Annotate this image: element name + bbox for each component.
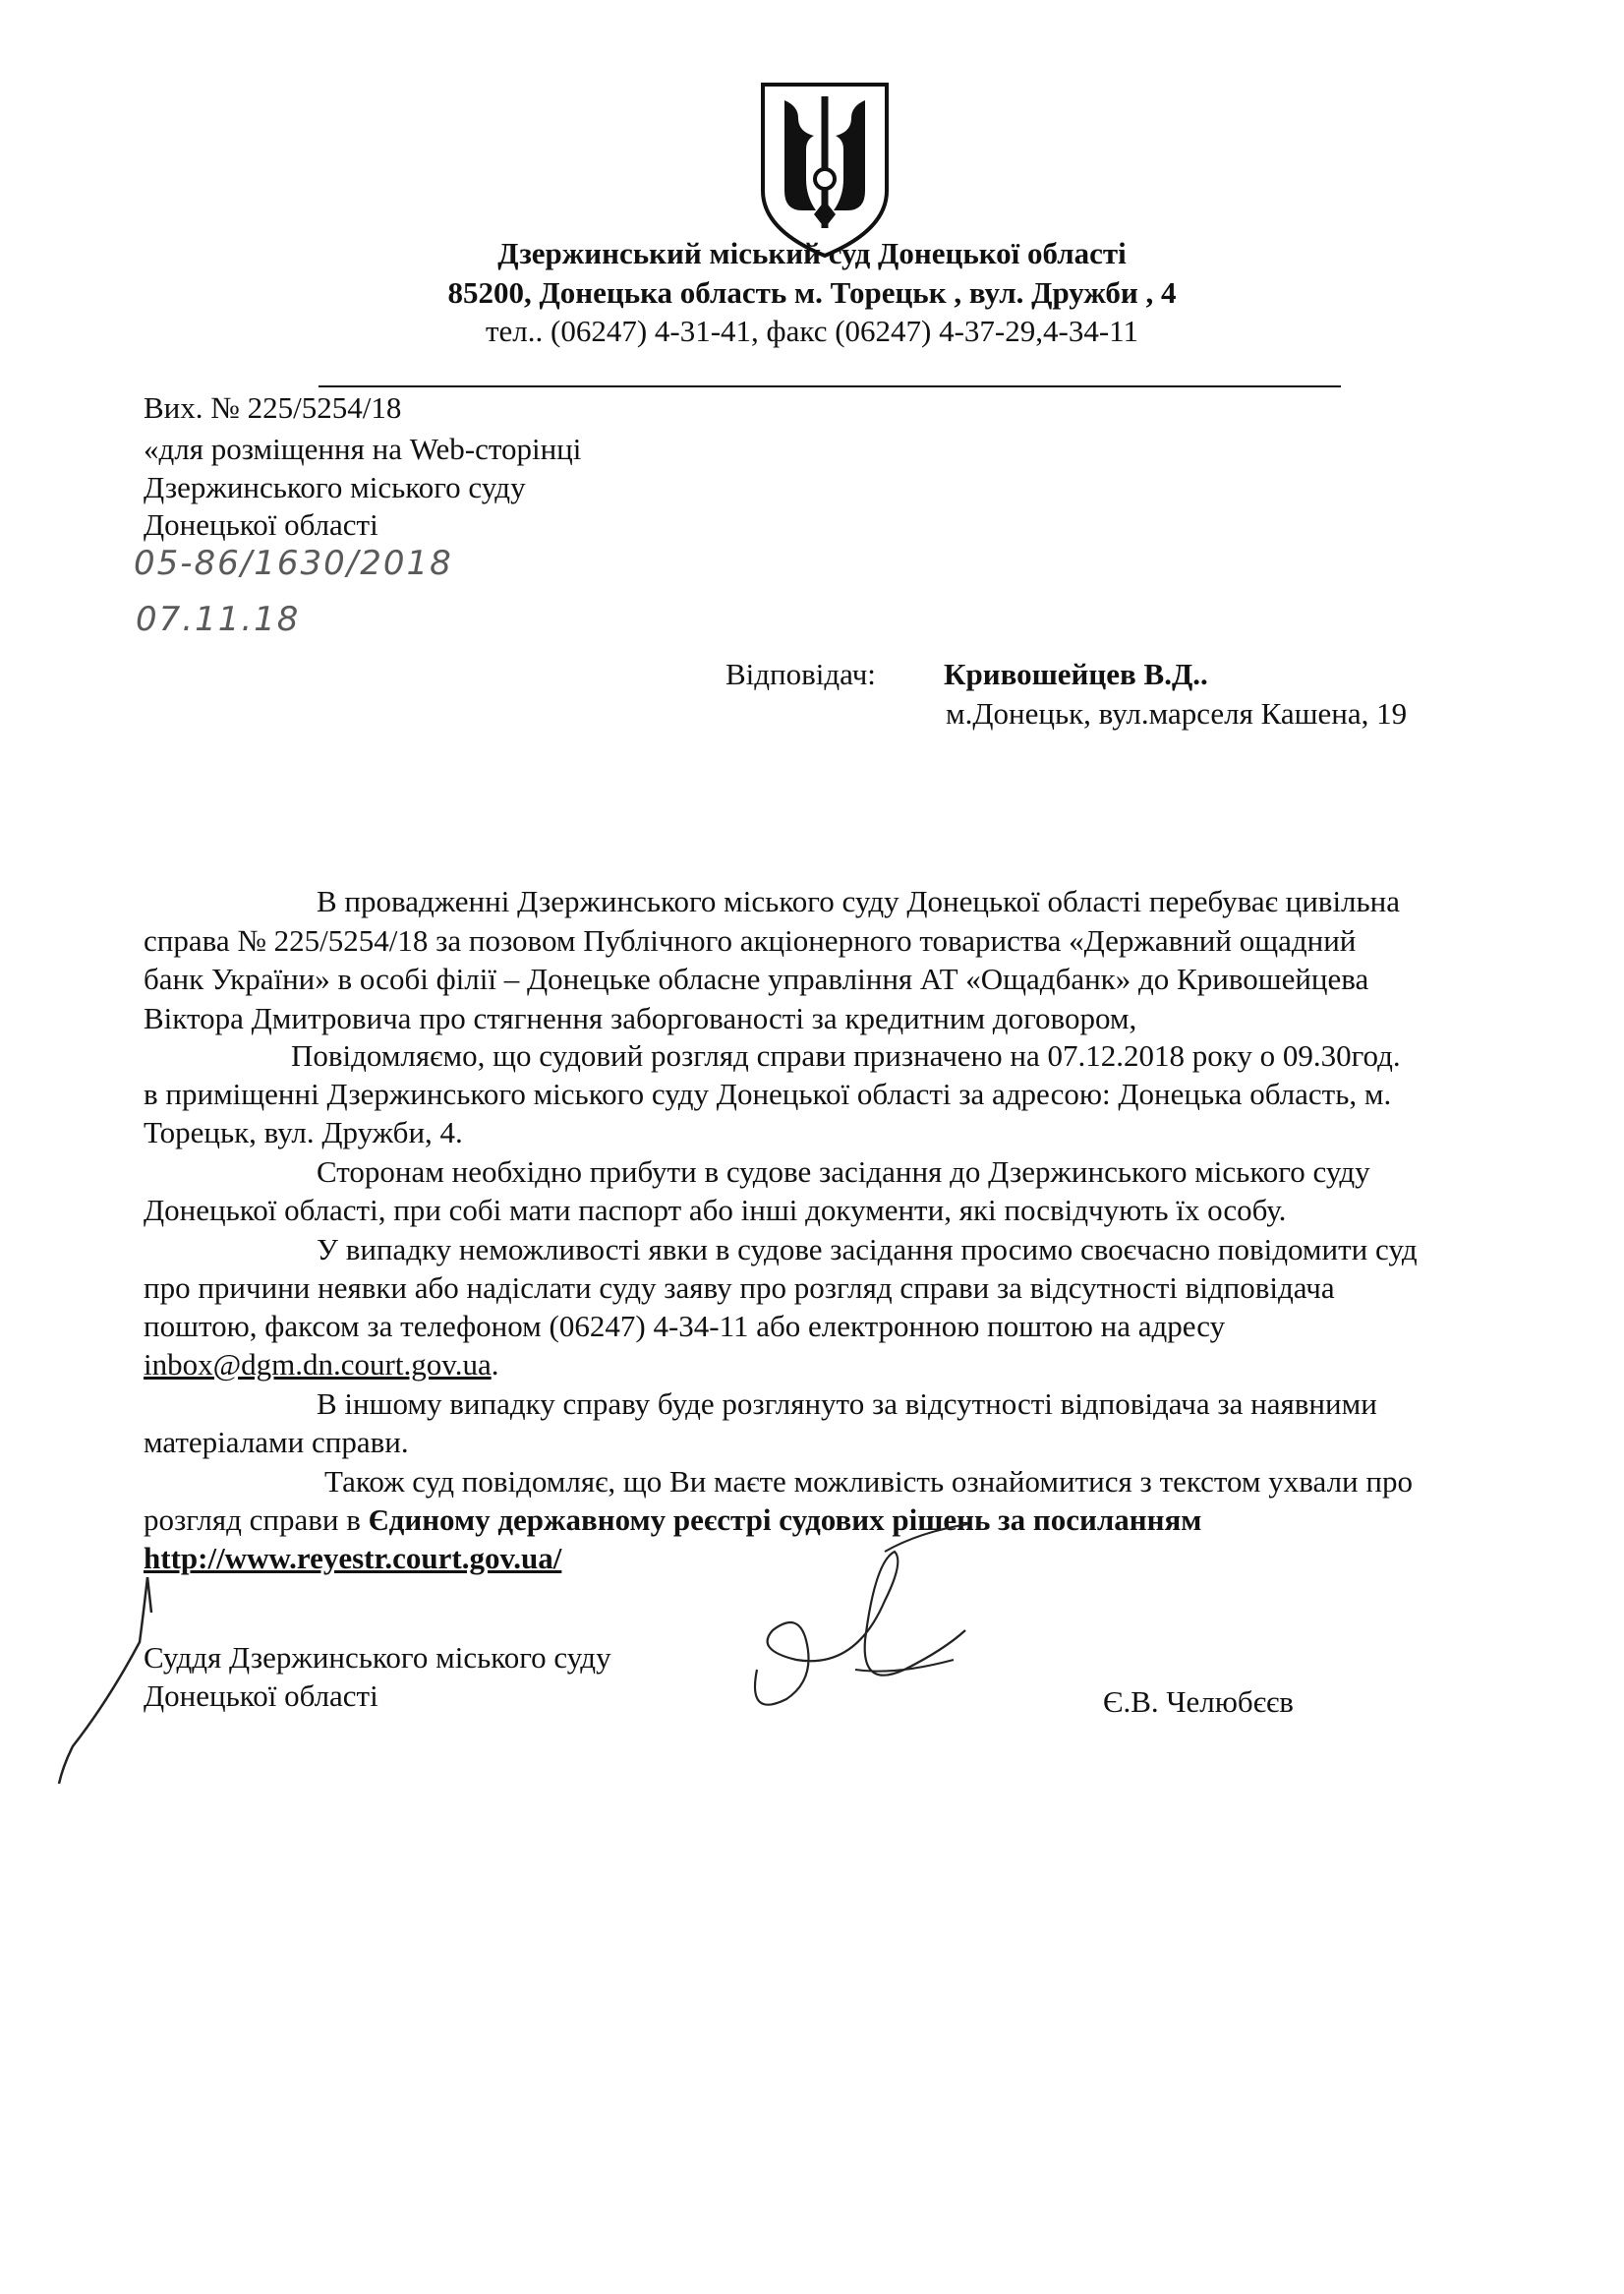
p6-line-1: Також суд повідомляє, що Ви маєте можливість ознайомитися з текстом ухвали про xyxy=(324,1464,1413,1499)
court-name: Дзержинський міський суд Донецької області xyxy=(497,236,1127,270)
p6-line-2 xyxy=(144,1500,1201,1540)
recipient-name: Кривошейцев В.Д.. xyxy=(944,657,1208,691)
p4-line-4 xyxy=(144,1345,498,1384)
court-address: 85200, Донецька область м. Торецьк , вул. Дружби , 4 xyxy=(447,275,1177,310)
judge-title-line-1: Суддя Дзержинського міського суду xyxy=(144,1640,611,1675)
court-contacts: тел.. (06247) 4-31-41, факс (06247) 4-37-29,4-34-11 xyxy=(485,314,1138,348)
header-divider xyxy=(319,385,1341,387)
p6-registry-text: Єдиному державному реєстрі судових рішень за посиланням xyxy=(368,1502,1202,1537)
purpose-line-2: Дзержинського міського суду xyxy=(144,470,526,504)
p5-line-2: матеріалами справи. xyxy=(144,1425,409,1459)
stamp-number-handwritten: 05-86/1630/2018 xyxy=(134,544,453,583)
recipient-address: м.Донецьк, вул.марселя Кашена, 19 xyxy=(946,696,1408,731)
purpose-line-1: «для розміщення на Web-сторінці xyxy=(144,432,582,466)
p4-line-1: У випадку неможливості явки в судове засідання просимо своєчасно повідомити суд xyxy=(317,1232,1418,1266)
p3-line-2: Донецької області, при собі мати паспорт або інші документи, які посвідчують їх особу. xyxy=(144,1193,1287,1227)
p5-line-1: В іншому випадку справу буде розглянуто за відсутності відповідача за наявними xyxy=(317,1386,1377,1421)
p3-line-1: Сторонам необхідно прибути в судове засідання до Дзержинського міського суду xyxy=(317,1154,1370,1189)
p2-line-2: в приміщенні Дзержинського міського суду Донецької області за адресою: Донецька область, м. xyxy=(144,1077,1392,1111)
recipient-label: Відповідач: xyxy=(725,657,876,691)
coat-of-arms-icon xyxy=(759,81,891,260)
purpose-line-3: Донецької області xyxy=(144,507,378,542)
outgoing-number: Вих. № 225/5254/18 xyxy=(144,390,402,425)
p4-line-2: про причини неявки або надіслати суду заяву про розгляд справи за відсутності відповідача xyxy=(144,1270,1335,1305)
stamp-date-handwritten: 07.11.18 xyxy=(136,600,301,639)
p2-line-1: Повідомляємо, що судовий розгляд справи призначено на 07.12.2018 року о 09.30год. xyxy=(291,1038,1401,1073)
handwritten-signature xyxy=(737,1522,993,1738)
judge-title-line-2: Донецької області xyxy=(144,1678,378,1713)
p4-line-3: поштою, факсом за телефоном (06247) 4-34-11 або електронною поштою на адресу xyxy=(144,1309,1226,1343)
p1-line-4: Віктора Дмитровича про стягнення заборгованості за кредитним договором, xyxy=(144,1001,1137,1035)
p1-line-1: В провадженні Дзержинського міського суду Донецької області перебуває цивільна xyxy=(317,884,1401,918)
margin-pen-stroke xyxy=(49,1573,157,1790)
court-email-link[interactable]: inbox@dgm.dn.court.gov.ua xyxy=(144,1347,492,1382)
registry-link[interactable]: http://www.reyestr.court.gov.ua/ xyxy=(144,1541,562,1575)
p1-line-3: банк України» в особі філії – Донецьке обласне управління АТ «Ощадбанк» до Кривошейцева xyxy=(144,962,1369,996)
p6-plain-text: розгляд справи в xyxy=(144,1502,369,1537)
p1-line-2: справа № 225/5254/18 за позовом Публічного акціонерного товариства «Державний ощадний xyxy=(144,923,1357,958)
p2-line-3: Торецьк, вул. Дружби, 4. xyxy=(144,1115,463,1149)
email-period: . xyxy=(491,1347,499,1382)
judge-name: Є.В. Челюбєєв xyxy=(1103,1684,1294,1719)
